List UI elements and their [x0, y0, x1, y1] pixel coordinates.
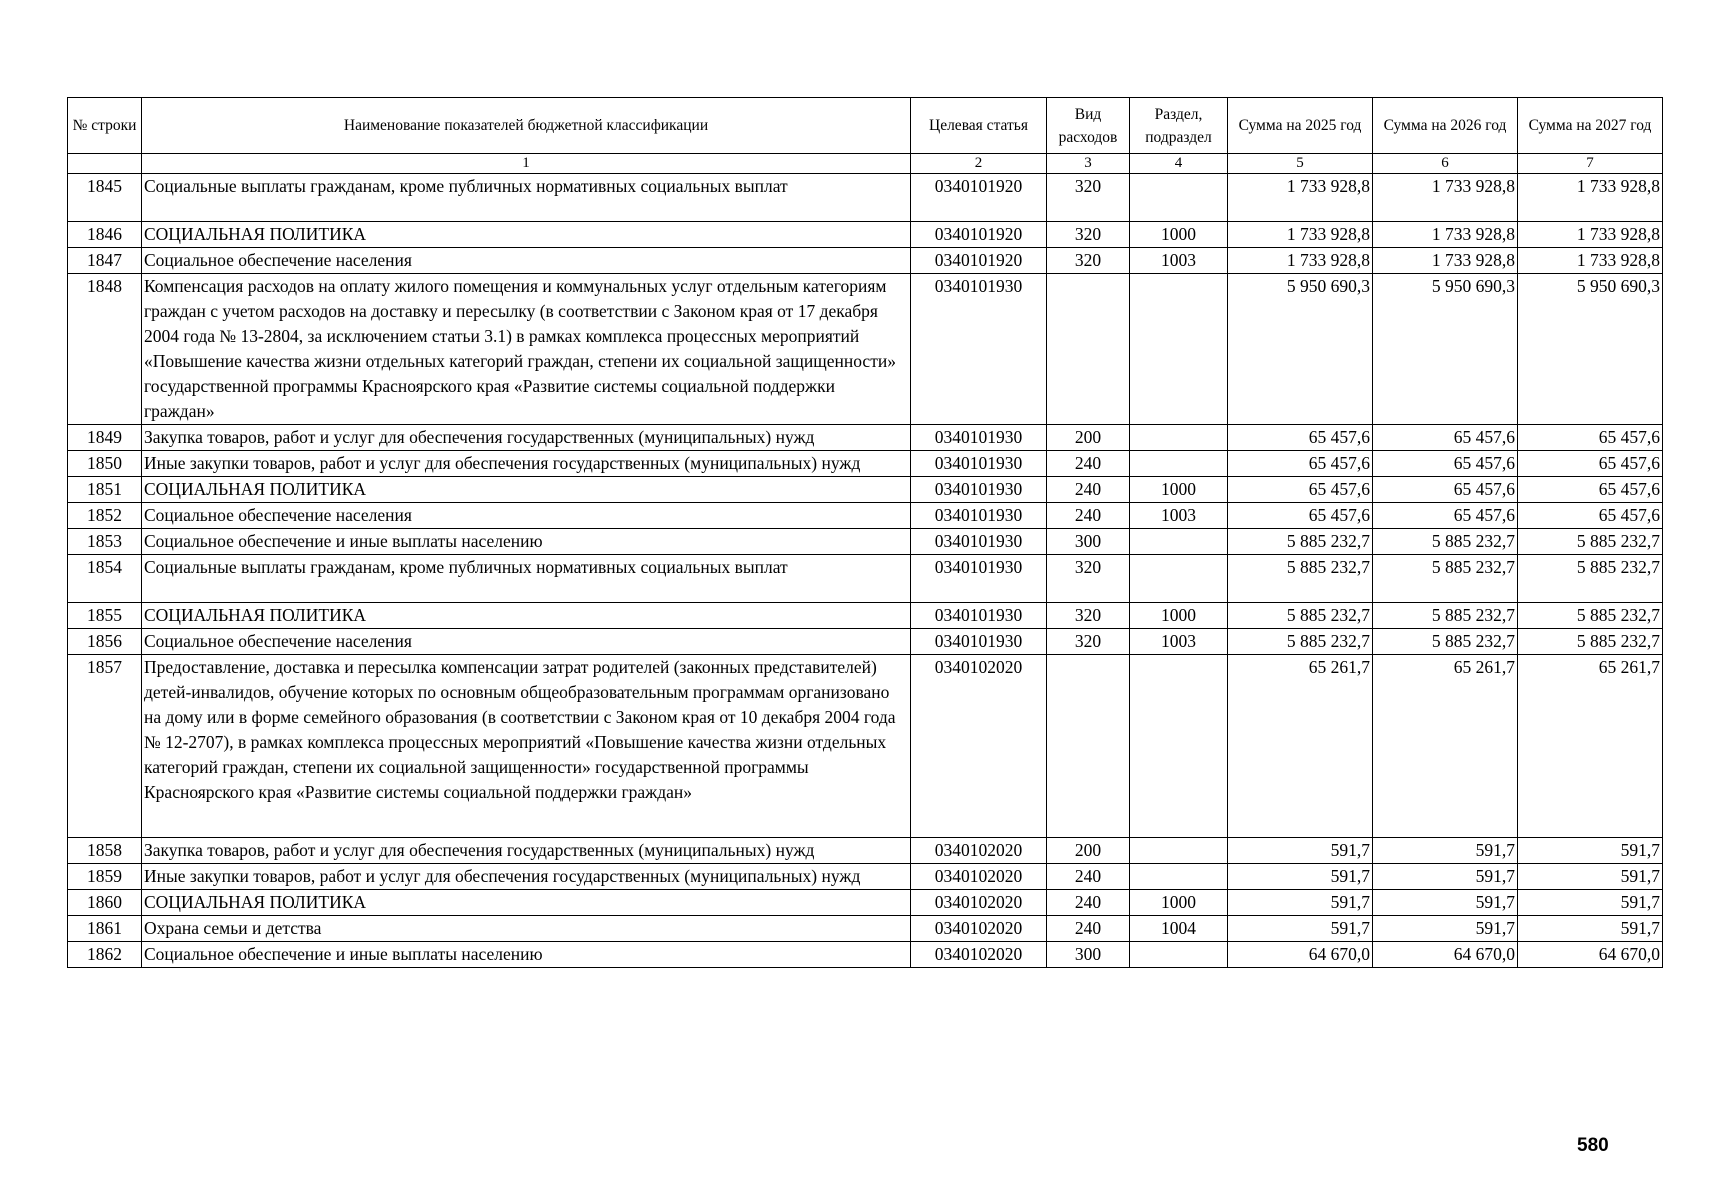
row-expense-type: 240	[1047, 477, 1130, 503]
row-number: 1852	[68, 503, 142, 529]
row-target-code: 0340101930	[911, 629, 1047, 655]
row-sum-2025: 65 457,6	[1228, 477, 1373, 503]
row-name: СОЦИАЛЬНАЯ ПОЛИТИКА	[142, 222, 911, 248]
row-sum-2027: 65 261,7	[1518, 655, 1663, 838]
row-number: 1854	[68, 555, 142, 603]
row-section	[1130, 451, 1228, 477]
row-number: 1857	[68, 655, 142, 838]
row-sum-2026: 65 457,6	[1373, 503, 1518, 529]
table-row	[68, 603, 1663, 629]
row-number: 1851	[68, 477, 142, 503]
row-name: Иные закупки товаров, работ и услуг для обеспечения государственных (муниципальных) нужд	[142, 451, 911, 477]
row-name: Социальное обеспечение и иные выплаты населению	[142, 942, 911, 968]
column-number: 4	[1130, 154, 1228, 174]
row-name: Закупка товаров, работ и услуг для обеспечения государственных (муниципальных) нужд	[142, 838, 911, 864]
column-number: 2	[911, 154, 1047, 174]
table-row	[68, 655, 1663, 838]
row-sum-2027: 65 457,6	[1518, 503, 1663, 529]
row-sum-2027: 65 457,6	[1518, 477, 1663, 503]
row-sum-2027: 5 885 232,7	[1518, 629, 1663, 655]
row-number: 1845	[68, 174, 142, 222]
row-number: 1848	[68, 274, 142, 425]
row-sum-2026: 65 457,6	[1373, 451, 1518, 477]
table-row	[68, 629, 1663, 655]
budget-table	[67, 97, 1663, 968]
row-sum-2025: 5 885 232,7	[1228, 603, 1373, 629]
header-target: Целевая статья	[911, 98, 1047, 154]
table-body	[68, 174, 1663, 968]
row-sum-2027: 591,7	[1518, 838, 1663, 864]
row-sum-2027: 591,7	[1518, 864, 1663, 890]
row-section	[1130, 174, 1228, 222]
column-number: 1	[142, 154, 911, 174]
table-row	[68, 864, 1663, 890]
row-number: 1856	[68, 629, 142, 655]
row-number: 1853	[68, 529, 142, 555]
row-name: Социальное обеспечение населения	[142, 248, 911, 274]
table-row	[68, 503, 1663, 529]
row-section	[1130, 555, 1228, 603]
row-number: 1847	[68, 248, 142, 274]
row-target-code: 0340101930	[911, 477, 1047, 503]
row-sum-2027: 64 670,0	[1518, 942, 1663, 968]
table-header	[68, 98, 1663, 174]
row-name: Социальное обеспечение населения	[142, 503, 911, 529]
row-target-code: 0340102020	[911, 838, 1047, 864]
row-sum-2027: 591,7	[1518, 890, 1663, 916]
row-sum-2027: 5 950 690,3	[1518, 274, 1663, 425]
row-expense-type: 240	[1047, 916, 1130, 942]
table-row	[68, 274, 1663, 425]
row-name: Охрана семьи и детства	[142, 916, 911, 942]
table-row	[68, 248, 1663, 274]
row-number: 1861	[68, 916, 142, 942]
row-expense-type: 320	[1047, 555, 1130, 603]
row-target-code: 0340101920	[911, 222, 1047, 248]
row-sum-2026: 5 885 232,7	[1373, 529, 1518, 555]
row-name: Компенсация расходов на оплату жилого помещения и коммунальных услуг отдельным категориям граждан с учетом расходов на доставку и пересылку (в соответствии с Законом края от 17 декабря 2004 года № 13-2804, за исключением статьи 3.1) в рамках комплекса процессных мероприятий «Повышение качества жизни отдельных категорий граждан, степени их социальной защищенности» государственной программы Красноярского края «Развитие системы социальной поддержки граждан»	[142, 274, 911, 425]
row-target-code: 0340101930	[911, 274, 1047, 425]
row-expense-type: 200	[1047, 838, 1130, 864]
row-sum-2026: 1 733 928,8	[1373, 222, 1518, 248]
table-row	[68, 529, 1663, 555]
row-target-code: 0340101930	[911, 503, 1047, 529]
row-name: СОЦИАЛЬНАЯ ПОЛИТИКА	[142, 603, 911, 629]
row-sum-2026: 591,7	[1373, 916, 1518, 942]
row-section: 1000	[1130, 603, 1228, 629]
row-sum-2027: 5 885 232,7	[1518, 603, 1663, 629]
row-sum-2027: 5 885 232,7	[1518, 529, 1663, 555]
row-sum-2025: 591,7	[1228, 890, 1373, 916]
row-section	[1130, 942, 1228, 968]
row-name: Закупка товаров, работ и услуг для обеспечения государственных (муниципальных) нужд	[142, 425, 911, 451]
row-sum-2025: 1 733 928,8	[1228, 222, 1373, 248]
row-name: Социальные выплаты гражданам, кроме публичных нормативных социальных выплат	[142, 555, 911, 603]
table-row	[68, 425, 1663, 451]
header-expense-type: Вид расходов	[1047, 98, 1130, 154]
row-name: Предоставление, доставка и пересылка компенсации затрат родителей (законных представителей) детей-инвалидов, обучение которых по основным общеобразовательным программам организовано на дому или в форме семейного образования (в соответствии с Законом края от 10 декабря 2004 года № 12-2707), в рамках комплекса процессных мероприятий «Повышение качества жизни отдельных категорий граждан, степени их социальной защищенности» государственной программы Красноярского края «Развитие системы социальной поддержки граждан»	[142, 655, 911, 838]
row-section	[1130, 655, 1228, 838]
row-sum-2025: 65 261,7	[1228, 655, 1373, 838]
row-target-code: 0340101930	[911, 555, 1047, 603]
column-number: 6	[1373, 154, 1518, 174]
row-number: 1862	[68, 942, 142, 968]
table-row	[68, 838, 1663, 864]
row-section	[1130, 274, 1228, 425]
row-sum-2026: 5 950 690,3	[1373, 274, 1518, 425]
row-expense-type	[1047, 655, 1130, 838]
row-name: Социальное обеспечение и иные выплаты населению	[142, 529, 911, 555]
row-sum-2026: 64 670,0	[1373, 942, 1518, 968]
row-section	[1130, 838, 1228, 864]
table-row	[68, 555, 1663, 603]
row-section: 1000	[1130, 477, 1228, 503]
table-row	[68, 477, 1663, 503]
column-number-row	[68, 154, 1663, 174]
row-sum-2025: 5 885 232,7	[1228, 629, 1373, 655]
row-target-code: 0340101930	[911, 425, 1047, 451]
row-number: 1849	[68, 425, 142, 451]
row-sum-2025: 65 457,6	[1228, 503, 1373, 529]
row-sum-2025: 65 457,6	[1228, 425, 1373, 451]
row-number: 1855	[68, 603, 142, 629]
row-number: 1858	[68, 838, 142, 864]
row-expense-type: 240	[1047, 890, 1130, 916]
row-sum-2025: 5 885 232,7	[1228, 529, 1373, 555]
table-row	[68, 916, 1663, 942]
row-name: Социальные выплаты гражданам, кроме публичных нормативных социальных выплат	[142, 174, 911, 222]
row-sum-2025: 5 950 690,3	[1228, 274, 1373, 425]
row-sum-2027: 591,7	[1518, 916, 1663, 942]
header-section: Раздел, подраздел	[1130, 98, 1228, 154]
row-section: 1004	[1130, 916, 1228, 942]
row-section	[1130, 529, 1228, 555]
row-sum-2026: 591,7	[1373, 838, 1518, 864]
row-target-code: 0340101920	[911, 174, 1047, 222]
row-section: 1003	[1130, 248, 1228, 274]
row-target-code: 0340101920	[911, 248, 1047, 274]
header-sum-2025: Сумма на 2025 год	[1228, 98, 1373, 154]
column-number: 7	[1518, 154, 1663, 174]
row-sum-2027: 1 733 928,8	[1518, 248, 1663, 274]
row-target-code: 0340101930	[911, 529, 1047, 555]
row-expense-type: 320	[1047, 603, 1130, 629]
table-row	[68, 451, 1663, 477]
row-sum-2027: 5 885 232,7	[1518, 555, 1663, 603]
row-section: 1000	[1130, 222, 1228, 248]
row-sum-2026: 65 457,6	[1373, 477, 1518, 503]
row-sum-2025: 5 885 232,7	[1228, 555, 1373, 603]
row-number: 1846	[68, 222, 142, 248]
row-target-code: 0340102020	[911, 942, 1047, 968]
row-expense-type	[1047, 274, 1130, 425]
row-sum-2025: 591,7	[1228, 838, 1373, 864]
row-number: 1850	[68, 451, 142, 477]
row-expense-type: 300	[1047, 942, 1130, 968]
row-sum-2026: 5 885 232,7	[1373, 629, 1518, 655]
column-number: 3	[1047, 154, 1130, 174]
row-name: СОЦИАЛЬНАЯ ПОЛИТИКА	[142, 890, 911, 916]
row-expense-type: 240	[1047, 503, 1130, 529]
table-row	[68, 174, 1663, 222]
row-number: 1859	[68, 864, 142, 890]
row-sum-2027: 65 457,6	[1518, 451, 1663, 477]
row-target-code: 0340102020	[911, 655, 1047, 838]
row-sum-2026: 591,7	[1373, 890, 1518, 916]
row-section: 1003	[1130, 503, 1228, 529]
row-sum-2025: 591,7	[1228, 916, 1373, 942]
row-target-code: 0340101930	[911, 451, 1047, 477]
row-expense-type: 200	[1047, 425, 1130, 451]
row-sum-2026: 1 733 928,8	[1373, 248, 1518, 274]
row-sum-2025: 591,7	[1228, 864, 1373, 890]
row-expense-type: 320	[1047, 222, 1130, 248]
row-target-code: 0340101930	[911, 603, 1047, 629]
row-sum-2026: 5 885 232,7	[1373, 603, 1518, 629]
header-sum-2026: Сумма на 2026 год	[1373, 98, 1518, 154]
row-sum-2026: 65 457,6	[1373, 425, 1518, 451]
row-expense-type: 300	[1047, 529, 1130, 555]
row-sum-2025: 1 733 928,8	[1228, 174, 1373, 222]
row-section	[1130, 864, 1228, 890]
column-number	[68, 154, 142, 174]
row-number: 1860	[68, 890, 142, 916]
row-sum-2025: 64 670,0	[1228, 942, 1373, 968]
table-row	[68, 942, 1663, 968]
row-sum-2026: 65 261,7	[1373, 655, 1518, 838]
row-expense-type: 240	[1047, 864, 1130, 890]
header-name: Наименование показателей бюджетной классификации	[142, 98, 911, 154]
row-expense-type: 320	[1047, 248, 1130, 274]
row-expense-type: 240	[1047, 451, 1130, 477]
row-name: СОЦИАЛЬНАЯ ПОЛИТИКА	[142, 477, 911, 503]
row-sum-2025: 1 733 928,8	[1228, 248, 1373, 274]
row-sum-2027: 1 733 928,8	[1518, 174, 1663, 222]
row-name: Социальное обеспечение населения	[142, 629, 911, 655]
row-target-code: 0340102020	[911, 916, 1047, 942]
row-name: Иные закупки товаров, работ и услуг для обеспечения государственных (муниципальных) нужд	[142, 864, 911, 890]
row-sum-2026: 1 733 928,8	[1373, 174, 1518, 222]
row-section: 1003	[1130, 629, 1228, 655]
page-number: 580	[1577, 1135, 1609, 1156]
row-target-code: 0340102020	[911, 864, 1047, 890]
header-sum-2027: Сумма на 2027 год	[1518, 98, 1663, 154]
row-sum-2025: 65 457,6	[1228, 451, 1373, 477]
row-sum-2027: 65 457,6	[1518, 425, 1663, 451]
row-target-code: 0340102020	[911, 890, 1047, 916]
table-row	[68, 222, 1663, 248]
row-sum-2027: 1 733 928,8	[1518, 222, 1663, 248]
table-row	[68, 890, 1663, 916]
column-number: 5	[1228, 154, 1373, 174]
row-expense-type: 320	[1047, 174, 1130, 222]
row-expense-type: 320	[1047, 629, 1130, 655]
row-sum-2026: 5 885 232,7	[1373, 555, 1518, 603]
row-section: 1000	[1130, 890, 1228, 916]
header-row-no: № строки	[68, 98, 142, 154]
row-sum-2026: 591,7	[1373, 864, 1518, 890]
row-section	[1130, 425, 1228, 451]
